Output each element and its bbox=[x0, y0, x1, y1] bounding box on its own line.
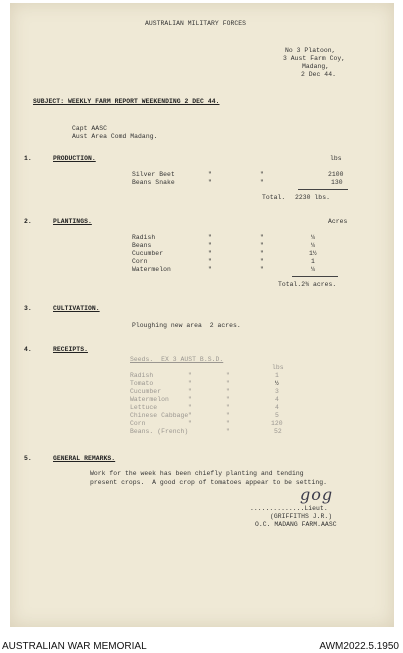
total-rule bbox=[292, 276, 338, 277]
item-name: Watermelon bbox=[130, 396, 169, 403]
ditto-mark: " bbox=[188, 372, 192, 379]
section-number: 2. bbox=[24, 218, 32, 225]
item-value: 120 bbox=[271, 420, 283, 427]
item-value: 1 bbox=[311, 258, 315, 265]
ditto-mark: " bbox=[208, 258, 212, 265]
item-name: Radish bbox=[130, 372, 154, 379]
ditto-mark: " bbox=[260, 266, 264, 273]
ditto-mark: " bbox=[226, 380, 230, 387]
plantings-row bbox=[10, 234, 394, 242]
item-value: 52 bbox=[274, 428, 282, 435]
receipts-unit-header: lbs bbox=[272, 364, 284, 371]
ditto-mark: " bbox=[260, 250, 264, 257]
ditto-mark: " bbox=[208, 266, 212, 273]
production-total-value: 2230 lbs. bbox=[295, 194, 330, 201]
section-number: 3. bbox=[24, 305, 32, 312]
unit-line-1: No 3 Platoon, bbox=[285, 47, 336, 54]
unit-date: 2 Dec 44. bbox=[301, 71, 336, 78]
signatory-name: (GRIFFITHS J.R.) bbox=[270, 513, 333, 520]
plantings-row bbox=[10, 258, 394, 266]
section-heading-production: PRODUCTION. bbox=[53, 155, 96, 162]
item-value: 5 bbox=[275, 412, 279, 419]
ditto-mark: " bbox=[208, 179, 212, 186]
ditto-mark: " bbox=[188, 412, 192, 419]
item-value: 1½ bbox=[309, 250, 317, 257]
receipts-row bbox=[10, 380, 394, 388]
item-value: 1 bbox=[275, 372, 279, 379]
addressee-line-2: Aust Area Comd Madang. bbox=[72, 133, 158, 140]
item-value: 4 bbox=[275, 396, 279, 403]
item-value: 4 bbox=[275, 404, 279, 411]
ditto-mark: " bbox=[188, 388, 192, 395]
production-unit-header: lbs bbox=[330, 155, 342, 162]
ditto-mark: " bbox=[188, 380, 192, 387]
signed-rank-line: ..............Lieut. bbox=[250, 505, 328, 512]
item-name: Watermelon bbox=[132, 266, 171, 273]
section-number: 1. bbox=[24, 155, 32, 162]
ditto-mark: " bbox=[208, 234, 212, 241]
footer-accession-number: AWM2022.5.1950 bbox=[319, 641, 399, 652]
item-value: ¼ bbox=[311, 266, 315, 273]
section-heading-receipts: RECEIPTS. bbox=[53, 346, 88, 353]
ditto-mark: " bbox=[226, 396, 230, 403]
item-name: Beans. (French) bbox=[130, 428, 189, 435]
unit-line-2: 3 Aust Farm Coy, bbox=[283, 55, 346, 62]
total-rule bbox=[298, 189, 348, 190]
item-name: Corn bbox=[130, 420, 146, 427]
section-heading-remarks: GENERAL REMARKS. bbox=[53, 455, 116, 462]
item-name: Cucumber bbox=[130, 388, 162, 395]
receipts-row bbox=[10, 404, 394, 412]
cultivation-text: Ploughing new area 2 acres. bbox=[132, 322, 241, 329]
item-value: ¼ bbox=[311, 234, 315, 241]
receipts-row bbox=[10, 388, 394, 396]
plantings-row bbox=[10, 242, 394, 250]
ditto-mark: " bbox=[208, 250, 212, 257]
item-name: Lettuce bbox=[130, 404, 158, 411]
item-value: 3 bbox=[275, 388, 279, 395]
ditto-mark: " bbox=[226, 412, 230, 419]
receipts-row bbox=[10, 428, 394, 436]
ditto-mark: " bbox=[208, 171, 212, 178]
remarks-line-2: present crops. A good crop of tomatoes appear to be setting. bbox=[90, 479, 327, 486]
addressee-line-1: Capt AASC bbox=[72, 125, 107, 132]
plantings-row bbox=[10, 250, 394, 258]
item-name: Silver Beet bbox=[132, 171, 175, 178]
item-name: Beans Snake bbox=[132, 179, 175, 186]
plantings-total: Total.2¾ acres. bbox=[278, 281, 337, 288]
ditto-mark: " bbox=[226, 404, 230, 411]
document-page bbox=[10, 3, 394, 627]
signatory-position: O.C. MADANG FARM.AASC bbox=[255, 521, 337, 528]
section-heading-plantings: PLANTINGS. bbox=[53, 218, 92, 225]
ditto-mark: " bbox=[260, 179, 264, 186]
ditto-mark: " bbox=[226, 420, 230, 427]
handwritten-signature: gog bbox=[300, 485, 334, 504]
production-row bbox=[10, 171, 394, 179]
receipts-subheading: Seeds. EX 3 AUST B.S.D. bbox=[130, 356, 224, 363]
item-value: ½ bbox=[275, 380, 279, 387]
item-name: Chinese Cabbage bbox=[130, 412, 189, 419]
production-total-label: Total. bbox=[262, 194, 286, 201]
item-name: Corn bbox=[132, 258, 148, 265]
plantings-unit-header: Acres bbox=[328, 218, 348, 225]
ditto-mark: " bbox=[260, 234, 264, 241]
ditto-mark: " bbox=[188, 396, 192, 403]
receipts-row bbox=[10, 420, 394, 428]
subject-line: SUBJECT: WEEKLY FARM REPORT WEEKENDING 2 DEC 44. bbox=[33, 98, 220, 105]
section-number: 4. bbox=[24, 346, 32, 353]
footer-credit: AUSTRALIAN WAR MEMORIAL bbox=[2, 641, 147, 652]
plantings-row bbox=[10, 266, 394, 274]
section-number: 5. bbox=[24, 455, 32, 462]
ditto-mark: " bbox=[226, 388, 230, 395]
remarks-line-1: Work for the week has been chiefly planting and tending bbox=[90, 470, 304, 477]
ditto-mark: " bbox=[226, 372, 230, 379]
item-name: Beans bbox=[132, 242, 152, 249]
item-name: Tomato bbox=[130, 380, 154, 387]
section-heading-cultivation: CULTIVATION. bbox=[53, 305, 100, 312]
ditto-mark: " bbox=[226, 428, 230, 435]
receipts-row bbox=[10, 372, 394, 380]
item-name: Cucumber bbox=[132, 250, 164, 257]
item-value: 130 bbox=[331, 179, 343, 186]
production-row bbox=[10, 179, 394, 187]
unit-line-3: Madang, bbox=[302, 63, 330, 70]
ditto-mark: " bbox=[260, 171, 264, 178]
ditto-mark: " bbox=[208, 242, 212, 249]
ditto-mark: " bbox=[188, 404, 192, 411]
item-value: 2100 bbox=[328, 171, 344, 178]
ditto-mark: " bbox=[260, 242, 264, 249]
document-title: AUSTRALIAN MILITARY FORCES bbox=[145, 20, 247, 27]
item-name: Radish bbox=[132, 234, 156, 241]
ditto-mark: " bbox=[260, 258, 264, 265]
receipts-row bbox=[10, 396, 394, 404]
receipts-row bbox=[10, 412, 394, 420]
item-value: ¼ bbox=[311, 242, 315, 249]
ditto-mark: " bbox=[188, 420, 192, 427]
